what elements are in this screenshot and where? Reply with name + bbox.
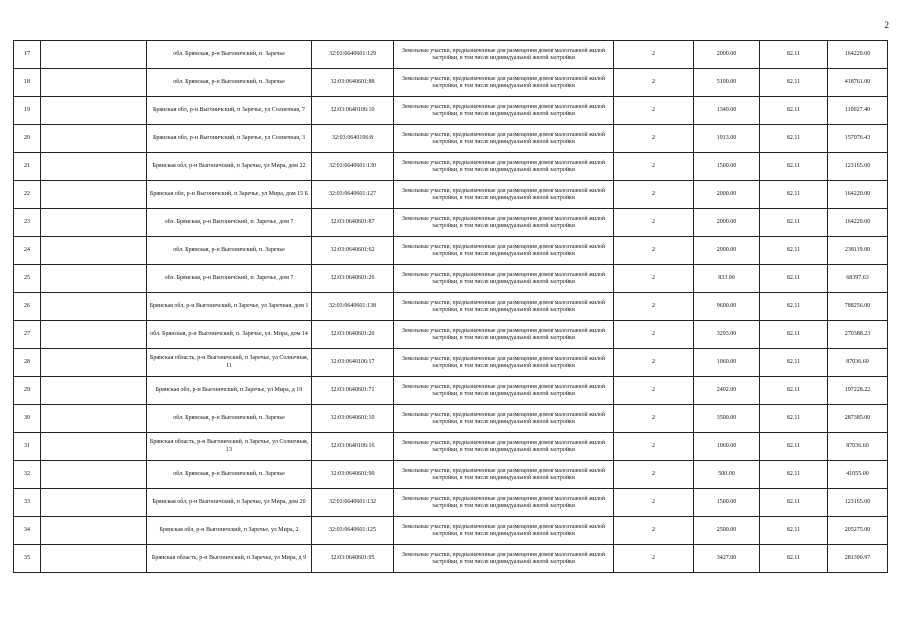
row-number-cell: 35: [14, 545, 41, 573]
group-cell: 2: [614, 265, 694, 293]
cadastral-number-cell: 32:03:0640601:87: [312, 209, 394, 237]
cadastral-number-cell: 32:03:0640601:26: [312, 265, 394, 293]
group-cell: 2: [614, 181, 694, 209]
empty-cell: [41, 461, 147, 489]
cadastral-number-cell: 32:03:0640601:71: [312, 377, 394, 405]
land-purpose-cell: Земельные участки, предназначенные для размещения домов малоэтажной жилой застройки, в том числе индивидуальной жилой застройки: [394, 321, 614, 349]
row-number-cell: 30: [14, 405, 41, 433]
cadastral-number-cell: 32:03:0640601:90: [312, 461, 394, 489]
row-number-cell: 28: [14, 349, 41, 377]
empty-cell: [41, 293, 147, 321]
land-purpose-cell: Земельные участки, предназначенные для размещения домов малоэтажной жилой застройки, в том числе индивидуальной жилой застройки: [394, 461, 614, 489]
group-cell: 2: [614, 153, 694, 181]
empty-cell: [41, 265, 147, 293]
cadastral-number-cell: 32:03:0640106:16: [312, 433, 394, 461]
cadastral-value-cell: 41055.00: [828, 461, 888, 489]
empty-cell: [41, 545, 147, 573]
table-row: [14, 181, 888, 209]
specific-value-cell: 82.11: [760, 377, 828, 405]
row-number-cell: 29: [14, 377, 41, 405]
area-cell: 2000.00: [694, 41, 760, 69]
empty-cell: [41, 97, 147, 125]
table-row: [14, 461, 888, 489]
specific-value-cell: 82.11: [760, 237, 828, 265]
area-cell: 3500.00: [694, 405, 760, 433]
row-number-cell: 27: [14, 321, 41, 349]
cadastral-value-cell: 164220.00: [828, 41, 888, 69]
land-purpose-cell: Земельные участки, предназначенные для размещения домов малоэтажной жилой застройки, в том числе индивидуальной жилой застройки: [394, 153, 614, 181]
cadastral-value-cell: 270388.23: [828, 321, 888, 349]
address-cell: обл. Брянская, р-н Выгоничский, п. Заречье: [147, 69, 312, 97]
empty-cell: [41, 237, 147, 265]
cadastral-value-cell: 87036.60: [828, 349, 888, 377]
empty-cell: [41, 209, 147, 237]
group-cell: 2: [614, 433, 694, 461]
address-cell: Брянская обл, р-н Выгоничский, п Заречье, ул Мира, дом 22: [147, 153, 312, 181]
area-cell: 833.00: [694, 265, 760, 293]
group-cell: 2: [614, 545, 694, 573]
land-purpose-cell: Земельные участки, предназначенные для размещения домов малоэтажной жилой застройки, в том числе индивидуальной жилой застройки: [394, 405, 614, 433]
empty-cell: [41, 181, 147, 209]
row-number-cell: 18: [14, 69, 41, 97]
specific-value-cell: 82.11: [760, 489, 828, 517]
group-cell: 2: [614, 405, 694, 433]
area-cell: 2000.00: [694, 209, 760, 237]
group-cell: 2: [614, 489, 694, 517]
area-cell: 2500.00: [694, 517, 760, 545]
table-row: [14, 97, 888, 125]
land-purpose-cell: Земельные участки, предназначенные для размещения домов малоэтажной жилой застройки, в том числе индивидуальной жилой застройки: [394, 125, 614, 153]
land-purpose-cell: Земельные участки, предназначенные для размещения домов малоэтажной жилой застройки, в том числе индивидуальной жилой застройки: [394, 377, 614, 405]
specific-value-cell: 82.11: [760, 41, 828, 69]
cadastral-value-cell: 418761.00: [828, 69, 888, 97]
area-cell: 2402.00: [694, 377, 760, 405]
land-purpose-cell: Земельные участки, предназначенные для размещения домов малоэтажной жилой застройки, в том числе индивидуальной жилой застройки: [394, 433, 614, 461]
empty-cell: [41, 489, 147, 517]
cadastral-number-cell: 32:03:0640601:132: [312, 489, 394, 517]
area-cell: 1340.00: [694, 97, 760, 125]
empty-cell: [41, 41, 147, 69]
empty-cell: [41, 433, 147, 461]
area-cell: 1913.00: [694, 125, 760, 153]
table-row: [14, 293, 888, 321]
row-number-cell: 22: [14, 181, 41, 209]
land-purpose-cell: Земельные участки, предназначенные для размещения домов малоэтажной жилой застройки, в том числе индивидуальной жилой застройки: [394, 489, 614, 517]
specific-value-cell: 82.11: [760, 153, 828, 181]
row-number-cell: 32: [14, 461, 41, 489]
area-cell: 1500.00: [694, 489, 760, 517]
empty-cell: [41, 69, 147, 97]
cadastral-number-cell: 32:03:0640106:10: [312, 97, 394, 125]
address-cell: Брянская обл, р-н Выгоничский, п Заречье, ул Солнечная, 7: [147, 97, 312, 125]
cadastral-number-cell: 32:03:0640601:129: [312, 41, 394, 69]
address-cell: обл. Брянская, р-н Выгоничский, п. Заречье, ул. Мира, дом 14: [147, 321, 312, 349]
address-cell: Брянская обл, р-н Выгоничский, п Заречье, ул Мира, д 19: [147, 377, 312, 405]
land-purpose-cell: Земельные участки, предназначенные для размещения домов малоэтажной жилой застройки, в том числе индивидуальной жилой застройки: [394, 181, 614, 209]
row-number-cell: 26: [14, 293, 41, 321]
row-number-cell: 34: [14, 517, 41, 545]
cadastral-number-cell: 32:03:0640601:10: [312, 405, 394, 433]
land-purpose-cell: Земельные участки, предназначенные для размещения домов малоэтажной жилой застройки, в том числе индивидуальной жилой застройки: [394, 265, 614, 293]
group-cell: 2: [614, 125, 694, 153]
address-cell: обл. Брянская, р-н Выгоничский, п. Заречье: [147, 41, 312, 69]
page-number: 2: [884, 20, 889, 30]
specific-value-cell: 82.11: [760, 125, 828, 153]
group-cell: 2: [614, 349, 694, 377]
table-row: [14, 69, 888, 97]
row-number-cell: 23: [14, 209, 41, 237]
cadastral-value-cell: 123165.00: [828, 489, 888, 517]
table-row: [14, 265, 888, 293]
address-cell: обл. Брянская, р-н Выгоничский, п. Заречье: [147, 237, 312, 265]
cadastral-value-cell: 281390.97: [828, 545, 888, 573]
area-cell: 1060.00: [694, 349, 760, 377]
cadastral-value-cell: 238119.00: [828, 237, 888, 265]
cadastral-number-cell: 32:03:0640601:125: [312, 517, 394, 545]
address-cell: Брянская обл, р-н Выгоничский, п Заречье, ул Мира, дом 15 Б: [147, 181, 312, 209]
cadastral-number-cell: 32:03:0640601:95: [312, 545, 394, 573]
cadastral-number-cell: 32:03:0640601:130: [312, 153, 394, 181]
group-cell: 2: [614, 41, 694, 69]
table-row: [14, 41, 888, 69]
group-cell: 2: [614, 461, 694, 489]
cadastral-number-cell: 32:03:0640601:88: [312, 69, 394, 97]
group-cell: 2: [614, 321, 694, 349]
table-row: [14, 517, 888, 545]
cadastral-value-cell: 197228.22: [828, 377, 888, 405]
cadastral-number-cell: 32:03:0640601:138: [312, 293, 394, 321]
table-row: [14, 489, 888, 517]
address-cell: обл. Брянская, р-н Выгоничский, п. Заречье, дом 7: [147, 265, 312, 293]
specific-value-cell: 82.11: [760, 181, 828, 209]
address-cell: обл. Брянская, р-н Выгоничский, п. Заречье: [147, 405, 312, 433]
address-cell: обл. Брянская, р-н Выгоничский, п. Заречье, дом 7: [147, 209, 312, 237]
specific-value-cell: 82.11: [760, 293, 828, 321]
specific-value-cell: 82.11: [760, 321, 828, 349]
empty-cell: [41, 405, 147, 433]
area-cell: 2000.00: [694, 181, 760, 209]
address-cell: Брянская область, р-н Выгоничский, п Заречье, ул Солнечная, 11: [147, 349, 312, 377]
cadastral-value-cell: 157076.43: [828, 125, 888, 153]
area-cell: 3427.00: [694, 545, 760, 573]
address-cell: Брянская обл, р-н Выгоничский, п Заречье, ул Солнечная, 3: [147, 125, 312, 153]
address-cell: Брянская обл, р-н Выгоничский, п Заречье, ул Заречная, дом 1: [147, 293, 312, 321]
table-row: [14, 125, 888, 153]
empty-cell: [41, 125, 147, 153]
cadastral-value-cell: 123165.00: [828, 153, 888, 181]
row-number-cell: 33: [14, 489, 41, 517]
row-number-cell: 25: [14, 265, 41, 293]
table-row: [14, 349, 888, 377]
row-number-cell: 21: [14, 153, 41, 181]
row-number-cell: 17: [14, 41, 41, 69]
specific-value-cell: 82.11: [760, 69, 828, 97]
area-cell: 5100.00: [694, 69, 760, 97]
empty-cell: [41, 377, 147, 405]
table-row: [14, 405, 888, 433]
address-cell: Брянская область, р-н Выгоничский, п Заречье, ул Солнечная, 13: [147, 433, 312, 461]
group-cell: 2: [614, 293, 694, 321]
land-purpose-cell: Земельные участки, предназначенные для размещения домов малоэтажной жилой застройки, в том числе индивидуальной жилой застройки: [394, 209, 614, 237]
address-cell: Брянская обл, р-н Выгоничский, п Заречье, ул Мира, 2: [147, 517, 312, 545]
area-cell: 1500.00: [694, 153, 760, 181]
area-cell: 1060.00: [694, 433, 760, 461]
empty-cell: [41, 517, 147, 545]
cadastral-number-cell: 32:03:0640601:62: [312, 237, 394, 265]
specific-value-cell: 82.11: [760, 349, 828, 377]
table-row: [14, 545, 888, 573]
land-purpose-cell: Земельные участки, предназначенные для размещения домов малоэтажной жилой застройки, в том числе индивидуальной жилой застройки: [394, 349, 614, 377]
area-cell: 3293.00: [694, 321, 760, 349]
empty-cell: [41, 153, 147, 181]
area-cell: 9600.00: [694, 293, 760, 321]
specific-value-cell: 82.11: [760, 209, 828, 237]
row-number-cell: 31: [14, 433, 41, 461]
group-cell: 2: [614, 377, 694, 405]
group-cell: 2: [614, 97, 694, 125]
table-row: [14, 433, 888, 461]
address-cell: обл. Брянская, р-н Выгоничский, п. Заречье: [147, 461, 312, 489]
area-cell: 2900.00: [694, 237, 760, 265]
table-row: [14, 321, 888, 349]
cadastral-number-cell: 32:03:0640106:8: [312, 125, 394, 153]
group-cell: 2: [614, 69, 694, 97]
address-cell: Брянская область, р-н Выгоничский, п Заречье, ул Мира, д 9: [147, 545, 312, 573]
specific-value-cell: 82.11: [760, 97, 828, 125]
group-cell: 2: [614, 517, 694, 545]
land-purpose-cell: Земельные участки, предназначенные для размещения домов малоэтажной жилой застройки, в том числе индивидуальной жилой застройки: [394, 237, 614, 265]
address-cell: Брянская обл, р-н Выгоничский, п Заречье, ул Мира, дом 20: [147, 489, 312, 517]
specific-value-cell: 82.11: [760, 405, 828, 433]
specific-value-cell: 82.11: [760, 265, 828, 293]
specific-value-cell: 82.11: [760, 545, 828, 573]
land-purpose-cell: Земельные участки, предназначенные для размещения домов малоэтажной жилой застройки, в том числе индивидуальной жилой застройки: [394, 293, 614, 321]
table-body: [14, 41, 888, 573]
row-number-cell: 20: [14, 125, 41, 153]
land-purpose-cell: Земельные участки, предназначенные для размещения домов малоэтажной жилой застройки, в том числе индивидуальной жилой застройки: [394, 545, 614, 573]
cadastral-value-cell: 164220.00: [828, 181, 888, 209]
specific-value-cell: 82.11: [760, 433, 828, 461]
land-purpose-cell: Земельные участки, предназначенные для размещения домов малоэтажной жилой застройки, в том числе индивидуальной жилой застройки: [394, 41, 614, 69]
land-purpose-cell: Земельные участки, предназначенные для размещения домов малоэтажной жилой застройки, в том числе индивидуальной жилой застройки: [394, 517, 614, 545]
cadastral-value-cell: 164220.00: [828, 209, 888, 237]
cadastral-number-cell: 32:03:0640601:127: [312, 181, 394, 209]
empty-cell: [41, 349, 147, 377]
land-purpose-cell: Земельные участки, предназначенные для размещения домов малоэтажной жилой застройки, в том числе индивидуальной жилой застройки: [394, 69, 614, 97]
table-row: [14, 237, 888, 265]
row-number-cell: 24: [14, 237, 41, 265]
area-cell: 500.00: [694, 461, 760, 489]
cadastral-value-cell: 205275.00: [828, 517, 888, 545]
cadastral-number-cell: 32:03:0640601:20: [312, 321, 394, 349]
table-row: [14, 153, 888, 181]
table-row: [14, 377, 888, 405]
specific-value-cell: 82.11: [760, 461, 828, 489]
empty-cell: [41, 321, 147, 349]
table-row: [14, 209, 888, 237]
land-purpose-cell: Земельные участки, предназначенные для размещения домов малоэтажной жилой застройки, в том числе индивидуальной жилой застройки: [394, 97, 614, 125]
land-plots-table: [13, 40, 888, 573]
group-cell: 2: [614, 209, 694, 237]
row-number-cell: 19: [14, 97, 41, 125]
cadastral-value-cell: 287385.00: [828, 405, 888, 433]
cadastral-number-cell: 32:03:0640106:17: [312, 349, 394, 377]
cadastral-value-cell: 110027.40: [828, 97, 888, 125]
cadastral-value-cell: 68397.63: [828, 265, 888, 293]
cadastral-value-cell: 788256.00: [828, 293, 888, 321]
group-cell: 2: [614, 237, 694, 265]
specific-value-cell: 82.11: [760, 517, 828, 545]
cadastral-value-cell: 87036.60: [828, 433, 888, 461]
